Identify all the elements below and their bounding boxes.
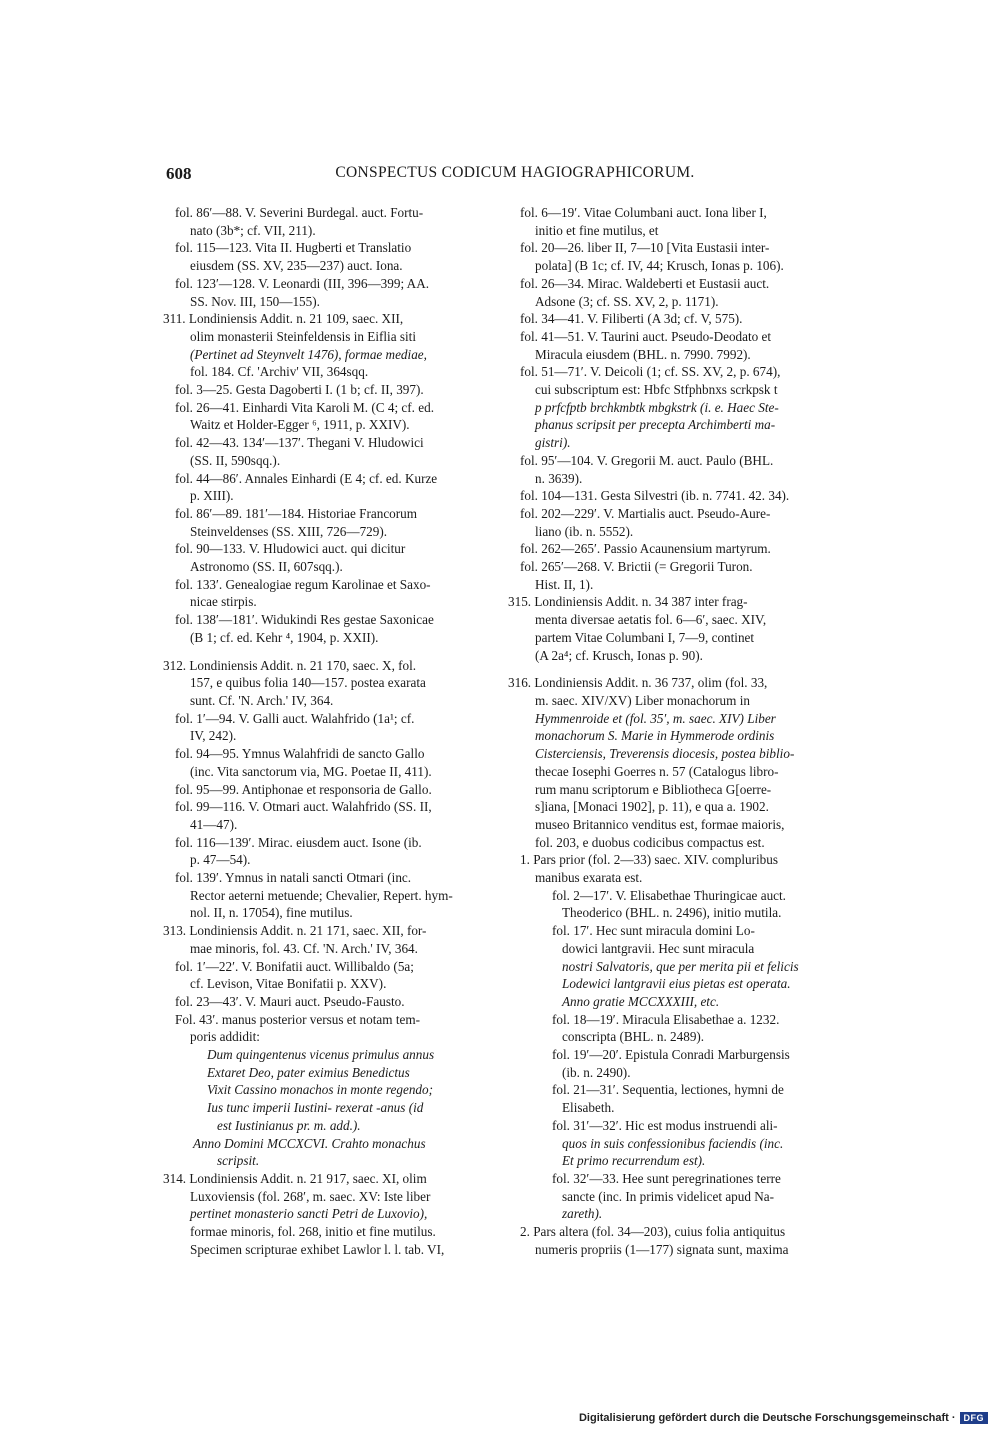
- text-line: (inc. Vita sanctorum via, MG. Poetae II, 411).: [190, 763, 432, 779]
- entry-heading-line: 313. Londiniensis Addit. n. 21 171, saec. XII, for-: [163, 923, 427, 939]
- text-line: museo Britannico venditus est, formae maioris,: [535, 816, 785, 832]
- text-line: scripsit.: [217, 1153, 260, 1169]
- text-line: fol. 1′—94. V. Galli auct. Walahfrido (1a¹; cf.: [175, 710, 415, 726]
- text-line: (SS. II, 590sqq.).: [190, 452, 281, 468]
- text-line: Fol. 43′. manus posterior versus et notam tem-: [175, 1011, 420, 1027]
- text-line: fol. 23—43′. V. Mauri auct. Pseudo-Fausto.: [175, 993, 405, 1009]
- text-line: fol. 90—133. V. Hludowici auct. qui dicitur: [175, 541, 406, 557]
- text-line: fol. 21—31′. Sequentia, lectiones, hymni de: [552, 1082, 784, 1098]
- text-line: (ib. n. 2490).: [562, 1064, 631, 1080]
- text-line: fol. 133′. Genealogiae regum Karolinae et Saxo-: [175, 576, 431, 592]
- text-line: p. 47—54).: [190, 852, 251, 868]
- text-line: p. XIII).: [190, 488, 234, 504]
- text-line: fol. 2—17′. V. Elisabethae Thuringicae auct.: [552, 887, 786, 903]
- text-line: fol. 19′—20′. Epistula Conradi Marburgensis: [552, 1047, 790, 1063]
- text-line: cf. Levison, Vitae Bonifatii p. XXV).: [190, 976, 387, 992]
- text-line: s]iana, [Monaci 1902], p. 11), e qua a. 1902.: [535, 799, 769, 815]
- right-column: [508, 204, 838, 1258]
- text-line: fol. 26—34. Mirac. Waldeberti et Eustasii auct.: [520, 275, 770, 291]
- text-line: fol. 265′—268. V. Brictii (= Gregorii Turon.: [520, 559, 753, 575]
- text-line: Dum quingentenus vicenus primulus annus: [207, 1047, 435, 1063]
- text-line: fol. 41—51. V. Taurini auct. Pseudo-Deodato et: [520, 328, 772, 344]
- text-line: fol. 138′—181′. Widukindi Res gestae Saxonicae: [175, 612, 434, 628]
- text-line: eiusdem (SS. XV, 235—237) auct. Iona.: [190, 258, 403, 274]
- text-line: fol. 42—43. 134′—137′. Thegani V. Hludowici: [175, 435, 424, 451]
- text-line: m. saec. XIV/XV) Liber monachorum in: [535, 692, 750, 708]
- text-line: Specimen scripturae exhibet Lawlor l. l. tab. VI,: [190, 1241, 445, 1257]
- text-line: poris addidit:: [190, 1029, 260, 1045]
- entry-heading-line: 312. Londiniensis Addit. n. 21 170, saec. X, fol.: [163, 657, 417, 673]
- text-line: formae minoris, fol. 268, initio et fine mutilus.: [190, 1224, 436, 1240]
- text-line: fol. 139′. Ymnus in natali sancti Otmari (inc.: [175, 870, 412, 886]
- text-line: fol. 6—19′. Vitae Columbani auct. Iona liber I,: [520, 205, 767, 220]
- paragraph-gap: [508, 664, 838, 674]
- text-line: polata] (B 1c; cf. IV, 44; Krusch, Ionas p. 106).: [535, 258, 784, 274]
- text-line: olim monasterii Steinfeldensis in Eiflia siti: [190, 328, 416, 344]
- text-line: Waitz et Holder-Egger ⁶, 1911, p. XXIV).: [190, 417, 410, 433]
- text-line: fol. 86′—88. V. Severini Burdegal. auct. Fortu-: [175, 205, 424, 220]
- text-line: partem Vitae Columbani I, 7—9, continet: [535, 629, 755, 645]
- text-line: 2. Pars altera (fol. 34—203), cuius folia antiquitus: [520, 1224, 786, 1240]
- text-line: quos in suis confessionibus faciendis (inc.: [562, 1135, 784, 1151]
- text-line: 157, e quibus folia 140—157. postea exarata: [190, 675, 426, 691]
- text-line: zareth).: [562, 1206, 603, 1222]
- text-line: monachorum S. Marie in Hymmerode ordinis: [535, 728, 775, 744]
- text-line: manibus exarata est.: [535, 870, 643, 886]
- text-line: mae minoris, fol. 43. Cf. 'N. Arch.' IV, 364.: [190, 940, 418, 956]
- text-line: fol. 116—139′. Mirac. eiusdem auct. Isone (ib.: [175, 834, 422, 850]
- text-line: gistri).: [535, 435, 571, 451]
- text-line: fol. 184. Cf. 'Archiv' VII, 364sqq.: [190, 364, 369, 380]
- text-line: phanus scripsit per precepta Archimberti ma-: [535, 417, 776, 433]
- text-line: fol. 94—95. Ymnus Walahfridi de sancto Gallo: [175, 746, 425, 762]
- text-line: Et primo recurrendum est).: [562, 1153, 706, 1169]
- text-line: fol. 1′—22′. V. Bonifatii auct. Willibaldo (5a;: [175, 958, 414, 974]
- text-line: Vixit Cassino monachos in monte regendo;: [207, 1082, 433, 1098]
- text-line: pertinet monasterio sancti Petri de Luxovio),: [190, 1206, 428, 1222]
- text-line: fol. 44—86′. Annales Einhardi (E 4; cf. ed. Kurze: [175, 470, 438, 486]
- entry-heading-line: 315. Londiniensis Addit. n. 34 387 inter frag-: [508, 594, 748, 610]
- text-line: Hymmenroide et (fol. 35′, m. saec. XIV) Liber: [535, 710, 776, 726]
- text-line: est Iustinianus pr. m. add.).: [217, 1117, 361, 1133]
- text-line: liano (ib. n. 5552).: [535, 523, 634, 539]
- text-line: Elisabeth.: [562, 1100, 615, 1116]
- text-line: 1. Pars prior (fol. 2—33) saec. XIV. compluribus: [520, 852, 778, 868]
- text-line: IV, 242).: [190, 728, 237, 744]
- text-line: Rector aeterni metuende; Chevalier, Repert. hym-: [190, 887, 453, 903]
- text-line: fol. 99—116. V. Otmari auct. Walahfrido (SS. II,: [175, 799, 432, 815]
- text-line: (B 1; cf. ed. Kehr ⁴, 1904, p. XXII).: [190, 629, 379, 645]
- text-line: fol. 86′—89. 181′—184. Historiae Francorum: [175, 505, 418, 521]
- text-line: fol. 51—71′. V. Deicoli (1; cf. SS. XV, 2, p. 674),: [520, 364, 781, 380]
- text-line: Anno Domini MCCXCVI. Crahto monachus: [193, 1135, 426, 1151]
- text-line: cui subscriptum est: Hbfc Stfphbnxs scrkpsk t: [535, 382, 778, 398]
- text-line: p prfcfptb brchkmbtk mbgkstrk (i. e. Haec Ste-: [535, 399, 779, 415]
- text-line: menta diversae aetatis fol. 6—6′, saec. XIV,: [535, 612, 767, 628]
- entry-heading-line: 314. Londiniensis Addit. n. 21 917, saec. XI, olim: [163, 1170, 427, 1186]
- text-line: Luxoviensis (fol. 268′, m. saec. XV: Iste liber: [190, 1188, 431, 1204]
- text-line: Adsone (3; cf. SS. XV, 2, p. 1171).: [535, 293, 719, 309]
- left-column: [163, 204, 493, 1258]
- text-line: SS. Nov. III, 150—155).: [190, 293, 320, 309]
- text-line: fol. 18—19′. Miracula Elisabethae a. 1232.: [552, 1011, 780, 1027]
- text-line: fol. 34—41. V. Filiberti (A 3d; cf. V, 575).: [520, 311, 743, 327]
- text-line: nicae stirpis.: [190, 594, 257, 610]
- text-line: fol. 123′—128. V. Leonardi (III, 396—399; AA.: [175, 275, 430, 291]
- text-line: nol. II, n. 17054), fine mutilus.: [190, 905, 353, 921]
- text-line: rum manu scriptorum e Bibliotheca G[oerre-: [535, 781, 772, 797]
- text-line: numeris propriis (1—177) signata sunt, maxima: [535, 1241, 789, 1257]
- text-line: sancte (inc. In primis videlicet apud Na-: [562, 1188, 775, 1204]
- text-line: (Pertinet ad Steynvelt 1476), formae mediae,: [190, 346, 427, 362]
- text-line: Steinveldenses (SS. XIII, 726—729).: [190, 523, 388, 539]
- text-line: n. 3639).: [535, 470, 583, 486]
- text-line: fol. 95′—104. V. Gregorii M. auct. Paulo (BHL.: [520, 452, 774, 468]
- page-number: 608: [166, 164, 192, 183]
- text-line: Extaret Deo, pater eximius Benedictus: [207, 1064, 410, 1080]
- text-line: fol. 32′—33. Hee sunt peregrinationes terre: [552, 1170, 781, 1186]
- footer-credit: [579, 1412, 988, 1424]
- footer-text: Digitalisierung gefördert durch die Deutsche Forschungsgemeinschaft ·: [578, 1412, 956, 1424]
- dfg-logo-badge: DFG: [960, 1412, 989, 1424]
- text-line: fol. 26—41. Einhardi Vita Karoli M. (C 4; cf. ed.: [175, 399, 435, 415]
- text-line: initio et fine mutilus, et: [535, 222, 659, 238]
- text-line: conscripta (BHL. n. 2489).: [562, 1029, 705, 1045]
- text-line: nato (3b*; cf. VII, 211).: [190, 222, 316, 238]
- text-line: thecae Iosephi Goerres n. 57 (Catalogus libro-: [535, 763, 779, 779]
- text-line: fol. 17′. Hec sunt miracula domini Lo-: [552, 923, 755, 939]
- text-line: fol. 203, e duobus codicibus compactus est.: [535, 834, 765, 850]
- text-line: fol. 3—25. Gesta Dagoberti I. (1 b; cf. II, 397).: [175, 382, 424, 398]
- text-line: dowici lantgravii. Hec sunt miracula: [562, 940, 755, 956]
- text-line: Ius tunc imperii Iustini- rexerat -anus (id: [207, 1100, 424, 1116]
- text-line: sunt. Cf. 'N. Arch.' IV, 364.: [190, 692, 334, 708]
- entry-heading-line: 311. Londiniensis Addit. n. 21 109, saec. XII,: [163, 311, 404, 327]
- text-line: Theoderico (BHL. n. 2496), initio mutila.: [562, 905, 782, 921]
- text-line: Lodewici lantgravii eius pietas est operata.: [562, 976, 791, 992]
- text-line: Anno gratie MCCXXXIII, etc.: [562, 993, 720, 1009]
- text-line: (A 2a⁴; cf. Krusch, Ionas p. 90).: [535, 647, 703, 663]
- running-title: CONSPECTUS CODICUM HAGIOGRAPHICORUM.: [335, 164, 695, 181]
- paragraph-gap: [163, 647, 493, 657]
- text-line: fol. 31′—32′. Hic est modus instruendi ali-: [552, 1117, 778, 1133]
- text-line: Miracula eiusdem (BHL. n. 7990. 7992).: [535, 346, 751, 362]
- text-line: fol. 115—123. Vita II. Hugberti et Translatio: [175, 240, 412, 256]
- text-line: Hist. II, 1).: [535, 576, 594, 592]
- text-line: fol. 95—99. Antiphonae et responsoria de Gallo.: [175, 781, 432, 797]
- text-line: fol. 202—229′. V. Martialis auct. Pseudo-Aure-: [520, 505, 771, 521]
- text-line: Cisterciensis, Treverensis diocesis, postea biblio-: [535, 746, 795, 762]
- text-line: fol. 20—26. liber II, 7—10 [Vita Eustasii inter-: [520, 240, 770, 256]
- text-line: Astronomo (SS. II, 607sqq.).: [190, 559, 343, 575]
- text-line: fol. 104—131. Gesta Silvestri (ib. n. 7741. 42. 34).: [520, 488, 790, 504]
- text-line: fol. 262—265′. Passio Acaunensium martyrum.: [520, 541, 771, 557]
- text-line: nostri Salvatoris, que per merita pii et felicis: [562, 958, 799, 974]
- text-line: 41—47).: [190, 816, 238, 832]
- entry-heading-line: 316. Londiniensis Addit. n. 36 737, olim (fol. 33,: [508, 675, 768, 691]
